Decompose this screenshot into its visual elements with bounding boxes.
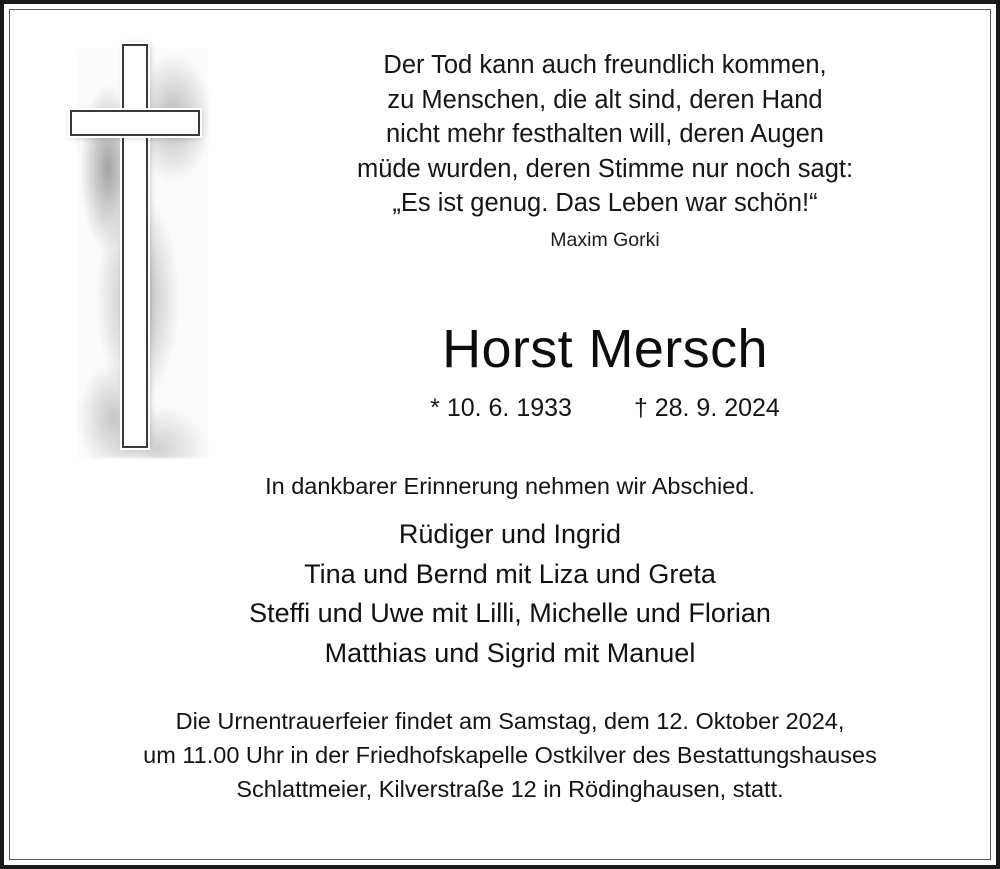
cross-center-fill <box>126 114 144 132</box>
birth-date: 10. 6. 1933 <box>446 394 572 422</box>
death-date: 28. 9. 2024 <box>654 394 780 422</box>
poem-author: Maxim Gorki <box>550 228 660 251</box>
ceremony-line: Schlattmeier, Kilverstraße 12 in Rödinghausen, statt. <box>236 776 784 802</box>
life-dates <box>240 392 970 424</box>
deceased-name: Horst Mersch <box>442 319 768 379</box>
cross-vertical-bar <box>122 44 148 448</box>
poem-block <box>240 48 970 253</box>
poem-line: „Es ist genug. Das Leben war schön!“ <box>392 189 818 217</box>
farewell-text: In dankbarer Erinnerung nehmen wir Abschied. <box>265 473 755 499</box>
notice-content <box>10 10 990 859</box>
poem-line: müde wurden, deren Stimme nur noch sagt: <box>356 154 854 183</box>
family-line: Matthias und Sigrid mit Manuel <box>324 637 696 668</box>
ceremony-block <box>30 704 990 806</box>
death-symbol: † <box>633 394 648 422</box>
ceremony-line: Die Urnentrauerfeier findet am Samstag, dem 12. Oktober 2024, <box>175 708 845 734</box>
family-line: Steffi und Uwe mit Lilli, Michelle und Florian <box>249 598 771 628</box>
ceremony-line: um 11.00 Uhr in der Friedhofskapelle Ostkilver des Bestattungshauses <box>143 742 877 768</box>
family-block <box>30 515 990 673</box>
poem-line: nicht mehr festhalten will, deren Augen <box>385 120 824 148</box>
christian-cross-icon <box>50 38 230 458</box>
poem-line: zu Menschen, die alt sind, deren Hand <box>387 85 823 114</box>
family-line: Tina und Bernd mit Liza und Greta <box>304 558 716 589</box>
birth-symbol: * <box>430 394 440 422</box>
poem-line: Der Tod kann auch freundlich kommen, <box>383 51 827 79</box>
family-line: Rüdiger und Ingrid <box>398 519 622 549</box>
